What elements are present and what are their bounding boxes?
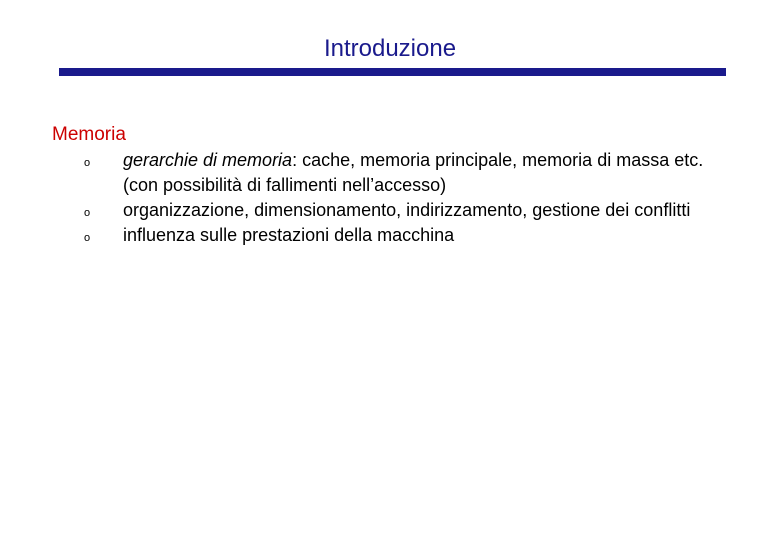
- bullet-item-organization: [84, 198, 704, 223]
- bullet-marker-icon: o: [84, 207, 91, 219]
- slide-title: Introduzione: [323, 35, 457, 62]
- section-heading: Memoria: [52, 124, 126, 145]
- bullet-text: : cache, memoria principale, memoria di massa etc. (con possibilità di fallimenti nell’accesso): [123, 150, 704, 195]
- bullet-text: influenza sulle prestazioni della macchina: [123, 225, 455, 245]
- bullet-text: organizzazione, dimensionamento, indirizzamento, gestione dei conflitti: [123, 200, 691, 220]
- bullet-list: [84, 148, 704, 248]
- bullet-marker-icon: o: [84, 157, 91, 169]
- bullet-item-performance: [84, 223, 704, 248]
- bullet-item-memory-hierarchy: [84, 148, 704, 198]
- bullet-italic-term: gerarchie di memoria: [123, 150, 293, 170]
- title-underline: [59, 68, 726, 76]
- bullet-marker-icon: o: [84, 232, 91, 244]
